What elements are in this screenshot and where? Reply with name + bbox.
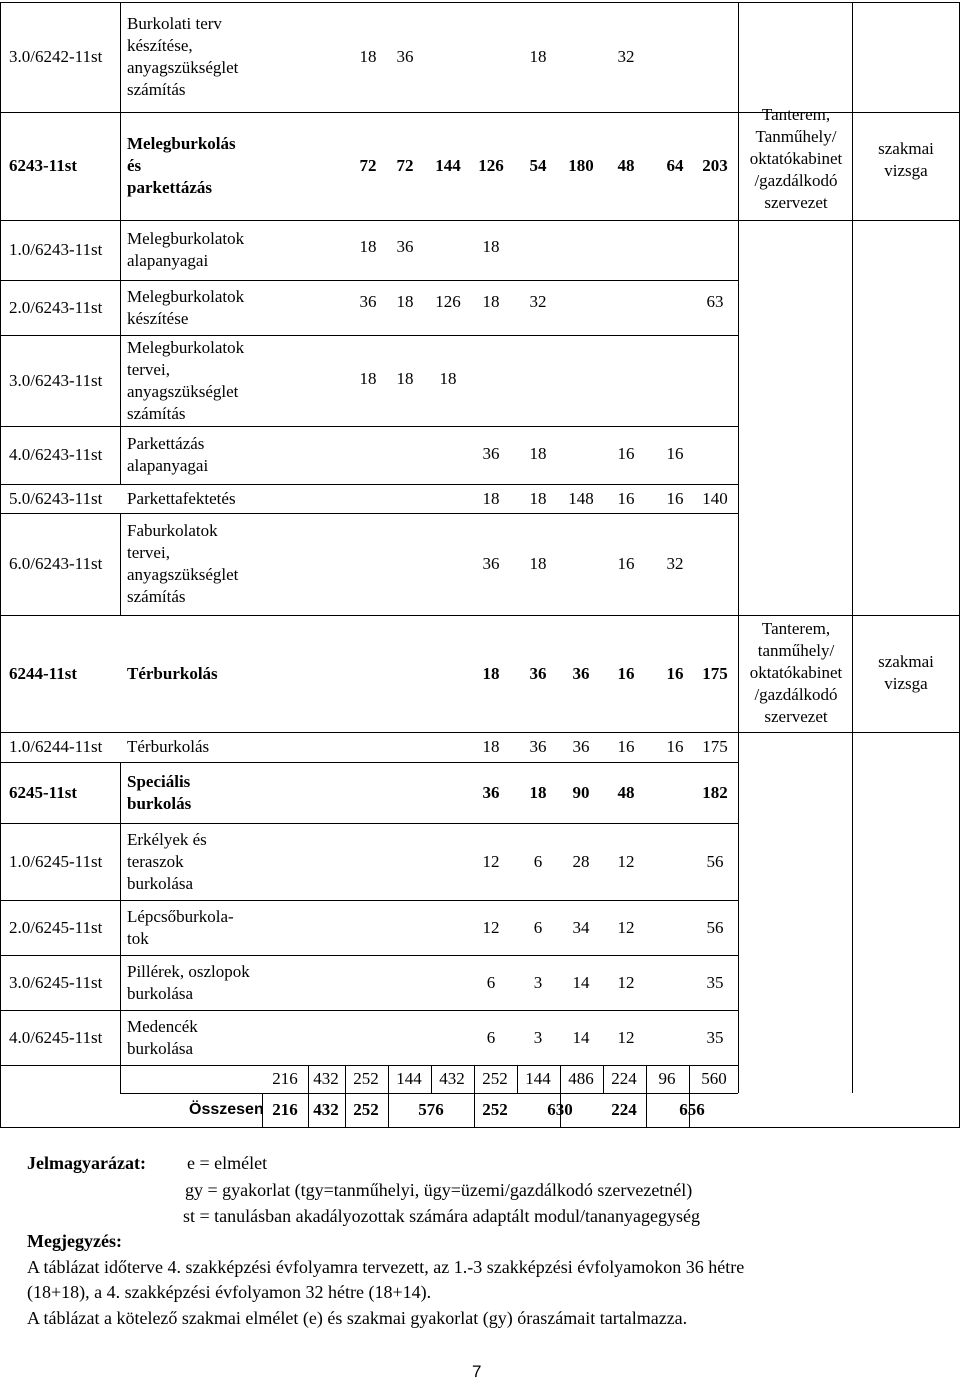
hour-value: 126 <box>478 156 504 175</box>
total-value: 252 <box>353 1069 379 1088</box>
hour-value: 56 <box>706 852 724 871</box>
row-code: 3.0/6243-11st <box>9 371 103 390</box>
row-name: Medencék <box>127 1017 198 1036</box>
hour-value: 36 <box>359 292 377 311</box>
exam-text: vizsga <box>884 161 928 180</box>
total-value: 216 <box>272 1069 298 1088</box>
row-separator <box>0 1010 738 1011</box>
hour-value: 34 <box>572 918 590 937</box>
exam-text: szakmai <box>878 652 934 671</box>
hour-value: 36 <box>572 737 590 756</box>
hour-value: 18 <box>529 783 547 802</box>
row-separator <box>0 280 738 281</box>
row-name: készítése, <box>127 36 193 55</box>
code-column-divider <box>120 2 121 484</box>
row-name: Melegburkolás <box>127 134 236 153</box>
code-column-divider <box>120 513 121 615</box>
row-name: anyagszükséglet <box>127 382 239 401</box>
hour-value: 6 <box>486 1028 496 1047</box>
hour-value: 18 <box>529 489 547 508</box>
total-value: 144 <box>396 1069 422 1088</box>
row-name: Pillérek, oszlopok <box>127 962 250 981</box>
row-name: tok <box>127 929 149 948</box>
row-name: burkolása <box>127 1039 194 1058</box>
hour-value: 36 <box>482 554 500 573</box>
row-name: Melegburkolatok <box>127 229 245 248</box>
hour-value: 36 <box>396 237 414 256</box>
hour-value: 28 <box>572 852 590 871</box>
row-separator <box>0 335 738 336</box>
hour-value: 12 <box>482 918 500 937</box>
row-code: 6.0/6243-11st <box>9 554 103 573</box>
hour-value: 175 <box>702 737 728 756</box>
hour-value: 54 <box>529 156 547 175</box>
hour-value: 148 <box>568 489 594 508</box>
row-name: Speciális <box>127 772 191 791</box>
hour-value: 6 <box>486 973 496 992</box>
hour-value: 18 <box>482 664 500 683</box>
row-code: 3.0/6245-11st <box>9 973 103 992</box>
hour-value: 18 <box>359 237 377 256</box>
row-separator <box>0 426 738 427</box>
hour-value: 3 <box>533 1028 543 1047</box>
room-text: Tanműhely/ <box>755 127 837 146</box>
total-value: 224 <box>611 1069 637 1088</box>
hour-value: 18 <box>359 47 377 66</box>
row-code: 4.0/6243-11st <box>9 445 103 464</box>
room-text: /gazdálkodó <box>754 171 838 190</box>
legend-title: Jelmagyarázat: <box>27 1153 146 1173</box>
total-value: 432 <box>313 1069 339 1088</box>
legend-e: e = elmélet <box>187 1153 268 1173</box>
room-block-top <box>738 615 959 616</box>
hour-value: 203 <box>702 156 728 175</box>
row-name: Erkélyek és <box>127 830 207 849</box>
row-code: 1.0/6243-11st <box>9 240 103 259</box>
hour-value: 36 <box>482 783 500 802</box>
hour-value: 16 <box>666 444 684 463</box>
hour-value: 12 <box>482 852 500 871</box>
hour-value: 72 <box>396 156 414 175</box>
hour-value: 63 <box>706 292 724 311</box>
hour-value: 16 <box>666 737 684 756</box>
row-name: anyagszükséglet <box>127 58 239 77</box>
hour-value: 35 <box>706 973 724 992</box>
osszesen-value: 252 <box>353 1100 379 1119</box>
hour-value: 36 <box>482 444 500 463</box>
hour-value: 48 <box>617 783 635 802</box>
table-left-border <box>0 2 1 1128</box>
total-value: 96 <box>658 1069 676 1088</box>
note-line-1: A táblázat időterve 4. szakképzési évfolyamra tervezett, az 1.-3 szakképzési évfolyamokon 36 hétre <box>27 1257 745 1277</box>
room-text: oktatókabinet <box>749 663 843 682</box>
row-name: Térburkolás <box>127 664 218 683</box>
hour-value: 32 <box>617 47 635 66</box>
total-value: 432 <box>439 1069 465 1088</box>
row-code: 6245-11st <box>9 783 77 802</box>
row-name: alapanyagai <box>127 456 209 475</box>
row-separator <box>0 484 738 485</box>
hour-value: 12 <box>617 852 635 871</box>
row-separator <box>0 955 738 956</box>
hour-value: 16 <box>617 554 635 573</box>
hour-value: 36 <box>572 664 590 683</box>
hour-value: 72 <box>359 156 377 175</box>
row-name: Melegburkolatok <box>127 287 245 306</box>
row-name: és <box>127 156 142 175</box>
hour-value: 32 <box>529 292 547 311</box>
osszesen-value: 432 <box>313 1100 339 1119</box>
room-block-bottom <box>738 220 959 221</box>
row-name: anyagszükséglet <box>127 565 239 584</box>
room-text: szervezet <box>764 193 828 212</box>
total-value: 252 <box>482 1069 508 1088</box>
note-line-3: A táblázat a kötelező szakmai elmélet (e) és szakmai gyakorlat (gy) óraszámait tartalmazza. <box>27 1308 688 1328</box>
hour-value: 180 <box>568 156 594 175</box>
hour-value: 18 <box>359 369 377 388</box>
osszesen-value: 216 <box>272 1100 298 1119</box>
hour-value: 18 <box>529 554 547 573</box>
legend-st: st = tanulásban akadályozottak számára adaptált modul/tananyagegység <box>183 1206 700 1226</box>
note-title: Megjegyzés: <box>27 1231 122 1251</box>
row-name: Parkettázás <box>127 434 205 453</box>
row-code: 1.0/6245-11st <box>9 852 103 871</box>
hour-value: 64 <box>666 156 684 175</box>
osszesen-value: 656 <box>679 1100 705 1119</box>
hour-value: 175 <box>702 664 728 683</box>
row-code: 2.0/6245-11st <box>9 918 103 937</box>
row-separator <box>0 823 738 824</box>
hour-value: 18 <box>482 237 500 256</box>
hour-value: 48 <box>617 156 635 175</box>
hour-value: 126 <box>435 292 461 311</box>
row-name: számítás <box>127 587 186 606</box>
hour-value: 18 <box>396 292 414 311</box>
hour-value: 35 <box>706 1028 724 1047</box>
hour-value: 36 <box>529 664 547 683</box>
hour-value: 18 <box>482 489 500 508</box>
osszesen-value: 576 <box>418 1100 444 1119</box>
hour-value: 36 <box>529 737 547 756</box>
row-name: parkettázás <box>127 178 212 197</box>
room-text: Tanterem, <box>761 619 831 638</box>
hour-value: 140 <box>702 489 728 508</box>
row-code: 1.0/6244-11st <box>9 737 103 756</box>
hour-value: 56 <box>706 918 724 937</box>
row-name: számítás <box>127 80 186 99</box>
hour-value: 14 <box>572 973 590 992</box>
row-separator <box>0 732 738 733</box>
row-separator <box>0 513 738 514</box>
hour-value: 16 <box>666 664 684 683</box>
osszesen-value: 224 <box>611 1100 637 1119</box>
row-name: burkolás <box>127 794 192 813</box>
hour-value: 18 <box>529 444 547 463</box>
row-name: burkolása <box>127 874 194 893</box>
total-value: 486 <box>568 1069 594 1088</box>
hour-value: 6 <box>533 918 543 937</box>
hour-value: 16 <box>617 444 635 463</box>
row-name: tervei, <box>127 360 170 379</box>
row-name: teraszok <box>127 852 184 871</box>
hour-value: 6 <box>533 852 543 871</box>
code-column-divider <box>120 762 121 1093</box>
hour-value: 182 <box>702 783 728 802</box>
hour-value: 32 <box>666 554 684 573</box>
hour-value: 144 <box>435 156 461 175</box>
row-separator <box>0 1065 738 1066</box>
total-value: 144 <box>525 1069 551 1088</box>
osszesen-value: 630 <box>547 1100 573 1119</box>
room-text: /gazdálkodó <box>754 685 838 704</box>
row-separator <box>0 220 738 221</box>
page-number: 7 <box>472 1362 482 1381</box>
row-separator <box>0 900 738 901</box>
hour-value: 36 <box>396 47 414 66</box>
exam-column-divider <box>852 2 853 1093</box>
row-name: Parkettafektetés <box>127 489 236 508</box>
row-code: 5.0/6243-11st <box>9 489 103 508</box>
row-name: Faburkolatok <box>127 521 218 540</box>
room-text: tanműhely/ <box>757 641 835 660</box>
hour-value: 12 <box>617 1028 635 1047</box>
hour-value: 18 <box>439 369 457 388</box>
table-bottom-border <box>0 1127 960 1128</box>
row-code: 4.0/6245-11st <box>9 1028 103 1047</box>
room-block-bottom-2 <box>738 732 959 733</box>
note-line-2: (18+18), a 4. szakképzési évfolyamon 32 hétre (18+14). <box>27 1282 432 1302</box>
row-name: számítás <box>127 404 186 423</box>
row-name: tervei, <box>127 543 170 562</box>
row-code: 6243-11st <box>9 156 77 175</box>
hour-value: 18 <box>482 737 500 756</box>
hour-value: 12 <box>617 973 635 992</box>
hour-value: 16 <box>617 737 635 756</box>
hour-value: 14 <box>572 1028 590 1047</box>
hour-value: 18 <box>529 47 547 66</box>
exam-text: szakmai <box>878 139 934 158</box>
row-code: 2.0/6243-11st <box>9 298 103 317</box>
row-code: 6244-11st <box>9 664 77 683</box>
exam-text: vizsga <box>884 674 928 693</box>
row-name: készítése <box>127 309 189 328</box>
room-text: oktatókabinet <box>749 149 843 168</box>
hour-value: 3 <box>533 973 543 992</box>
row-name: Melegburkolatok <box>127 338 245 357</box>
row-name: Lépcsőburkola- <box>127 907 234 926</box>
hour-value: 16 <box>666 489 684 508</box>
hour-value: 18 <box>396 369 414 388</box>
row-name: Burkolati terv <box>127 14 222 33</box>
row-name: alapanyagai <box>127 251 209 270</box>
hour-value: 18 <box>482 292 500 311</box>
row-code: 3.0/6242-11st <box>9 47 103 66</box>
room-text: szervezet <box>764 707 828 726</box>
total-value: 560 <box>701 1069 727 1088</box>
hour-value: 16 <box>617 664 635 683</box>
room-text: Tanterem, <box>761 105 831 124</box>
hour-value: 16 <box>617 489 635 508</box>
row-separator <box>0 762 738 763</box>
row-name: burkolása <box>127 984 194 1003</box>
osszesen-label: Összesen <box>189 1101 264 1118</box>
row-name: Térburkolás <box>127 737 210 756</box>
legend-gy: gy = gyakorlat (tgy=tanműhelyi, ügy=üzemi/gazdálkodó szervezetnél) <box>185 1180 693 1200</box>
osszesen-value: 252 <box>482 1100 508 1119</box>
hour-value: 90 <box>572 783 590 802</box>
table-top-border <box>0 2 960 3</box>
hour-value: 12 <box>617 918 635 937</box>
